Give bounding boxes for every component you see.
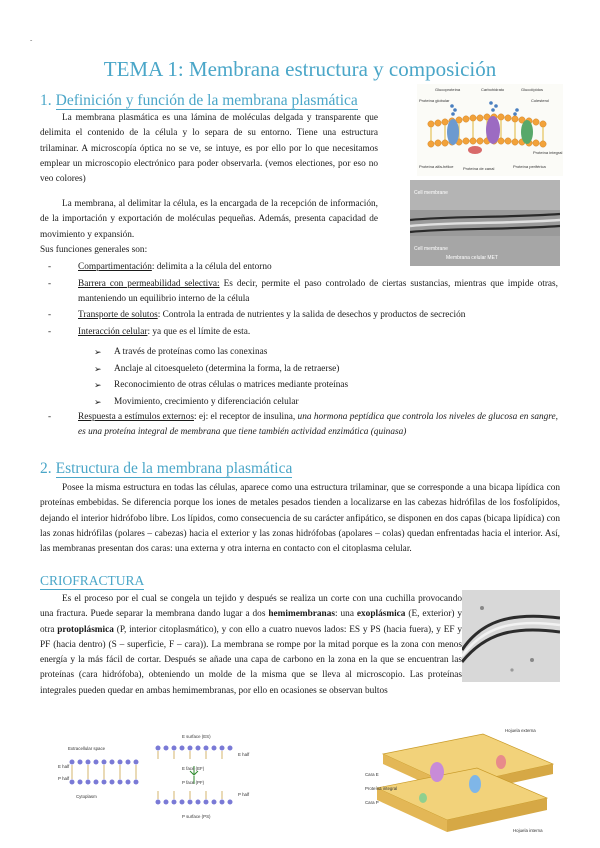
label-p-face: P face (PF) <box>182 780 205 785</box>
section-1-title: Definición y función de la membrana plasmática <box>55 92 358 109</box>
membrane-model-figure <box>417 84 563 176</box>
stimuli-italic: una hormona peptídica que controla los niveles de glucosa en sangre, es una proteína integral de membrana que tiene también actividad enzimática (quinasa) <box>78 412 558 437</box>
criofractura-heading: CRIOFRACTURA <box>40 573 145 588</box>
section-1-heading <box>40 92 358 110</box>
list-item: ➢ Reconocimiento de otras células o matrices mediante proteínas <box>94 380 349 390</box>
list-item: ➢ Movimiento, crecimiento y diferenciación celular <box>94 396 299 407</box>
label-proteina-integral: Proteína integral <box>533 150 563 155</box>
label-colesterol: Colesterol <box>531 98 550 103</box>
fracture-diagram-figure <box>58 726 288 836</box>
function-term: Barrera con permeabilidad selectiva: <box>78 278 220 289</box>
stimuli-term: Respuesta a estímulos externos <box>78 412 194 422</box>
label-membrana-met: Membrana celular MET <box>446 255 498 261</box>
sub-item-text: A través de proteínas como las conexinas <box>114 347 268 357</box>
label-proteina-periferica: Proteína periférica <box>513 164 546 169</box>
label-e-half-left: E half <box>58 764 70 769</box>
label-proteina-integral: Proteína integral <box>365 786 398 791</box>
list-item: ➢ Anclaje al citoesqueleto (determina la forma, la de retraerse) <box>94 363 340 374</box>
tem-micrograph-figure <box>410 180 560 266</box>
label-p-surface: P surface (PS) <box>182 814 211 819</box>
freeze-fracture-micrograph <box>462 590 560 682</box>
page-title: TEMA 1: Membrana estructura y composición <box>103 57 497 81</box>
list-item: ➢ A través de proteínas como las conexinas <box>94 347 268 357</box>
label-p-half-left: P half <box>58 776 70 781</box>
label-cell-membrane-top: Cell membrane <box>414 190 448 196</box>
label-p-half-right: P half <box>238 792 250 797</box>
crio-text-1: Es el proceso por el cual se congela un tejido y después se realiza un corte con una cuchilla provocando una fractura. Puede separar la membrana dando lugar a dos <box>40 594 462 620</box>
label-e-face: E face (EF) <box>182 766 205 771</box>
crio-text-2: : una <box>335 609 357 620</box>
sub-item-text: Reconocimiento de otras células o matrices mediante proteínas <box>114 380 349 390</box>
list-item: - Compartimentación: delimita a la célula del entorno <box>48 262 272 272</box>
header-mark: - <box>30 36 33 44</box>
section-1-paragraph-2: La membrana, al delimitar la célula, es la encargada de la recepción de información, de la importación y exportación de moléculas pequeñas. Además, presenta capacidad de movimiento y expansión. <box>40 199 378 240</box>
label-e-half-right: E half <box>238 752 250 757</box>
crio-bold-1: hemimembranas <box>268 609 335 620</box>
section-1-number: 1. <box>40 92 52 109</box>
sub-item-text: Movimiento, crecimiento y diferenciación celular <box>114 396 299 407</box>
functions-list <box>48 260 559 340</box>
label-extracellular: Extracellular space <box>68 746 106 751</box>
stimuli-item <box>48 410 558 440</box>
label-carbohidrato: Carbohidrato <box>481 87 505 92</box>
label-proteina-globular: Proteína globular <box>419 98 450 103</box>
label-cell-membrane-bottom: Cell membrane <box>414 246 448 252</box>
stimuli-text: : ej: el receptor de insulina, <box>193 412 298 422</box>
list-item: - Barrera con permeabilidad selectiva: Es decir, permite el paso controlado de ciertas sustancias, mientras que impide otras, manteniendo un equilibrio interno de la célula <box>48 278 559 304</box>
label-cara-p: Cara P <box>365 800 379 805</box>
list-item: - Respuesta a estímulos externos: ej: el receptor de insulina, una hormona peptídica que controla los niveles de glucosa en sangre, es una proteína integral de membrana que tiene también actividad enzimática (quinasa) <box>48 412 558 437</box>
membrane-3d-figure <box>363 724 563 842</box>
crio-bold-2: exoplásmica <box>356 609 406 620</box>
list-item: - Interacción celular: ya que es el límite de esta. <box>48 327 251 338</box>
function-term: Compartimentación <box>78 262 152 272</box>
function-text: : delimita a la célula del entorno <box>151 262 272 272</box>
function-text: : Controla la entrada de nutrientes y la salida de desechos y productos de secreción <box>157 310 466 321</box>
label-glucolipidos: Glucolípidos <box>521 87 544 92</box>
function-text: : ya que es el límite de esta. <box>147 327 251 338</box>
label-proteina-canal: Proteína de canal <box>463 166 495 171</box>
crio-text-4: (P, interior citoplasmático), y con ello a cuatro nuevos lados: ES y PS (hacia fuera), y EF y PF (hacia dentro) (S – superficie, F – cara)). La membrana se rompe por la mitad porque es la zona con menos energía y la más fácil de cortar. Después se añade una capa de carbono en la zona en la que se encuentran las proteínas (cara hidrófoba), obteniendo un molde de la misma que se lleva al microscopio. Las proteínas integrales pueden quedar en ambas hemimembranas, por ello en ocasiones se observan bultos <box>40 624 463 696</box>
sub-item-text: Anclaje al citoesqueleto (determina la forma, la de retraerse) <box>114 363 340 374</box>
section-2-heading <box>40 460 292 478</box>
list-item: - Transporte de solutos: Controla la entrada de nutrientes y la salida de desechos y productos de secreción <box>48 310 466 321</box>
label-hojuela-externa: Hojuela externa <box>505 728 536 733</box>
crio-text-3: (E, exterior) y otra <box>40 609 462 635</box>
function-term: Transporte de solutos <box>78 310 158 321</box>
label-cytoplasm: Cytoplasm <box>76 794 97 799</box>
label-hojuela-interna: Hojuela interna <box>513 828 543 833</box>
functions-intro: Sus funciones generales son: <box>40 245 148 255</box>
crio-bold-3: protoplásmica <box>57 624 114 635</box>
label-alfa-helice: Proteína alfa-hélice <box>419 164 454 169</box>
function-term: Interacción celular <box>78 327 148 338</box>
label-cara-e: Cara E <box>365 772 379 777</box>
interaction-sublist <box>94 345 554 409</box>
label-e-surface: E surface (ES) <box>182 734 211 739</box>
section-2-paragraph: Posee la misma estructura en todas las células, aparece como una estructura trilaminar, que se corresponde a una bicapa lipídica con proteínas embebidas. Se diferencia porque los iones de metales pesados tienden a localizarse en las cabezas hidrófilas de los fosfolípidos, dejando el interior hidrófobo libre. Los lípidos, como consecuencia de su carácter anfipático, se disponen en dos capas (bicapa lipídica) con las zonas hidrófilas (polares – cabezas) hacia el exterior y las zonas hidrófobas (apolares – colas) quedan enfrentadas hacia el interior. Así, las membranas presentan dos caras: una externa y otra interna en contacto con el citoplasma celular. <box>40 483 560 555</box>
label-glucoproteina: Glucoproteína <box>435 87 461 92</box>
function-text: Es decir, permite el paso controlado de ciertas sustancias, mientras que impide otras, manteniendo un equilibrio interno de la célula <box>78 278 559 304</box>
section-1-paragraph-1: La membrana plasmática es una lámina de moléculas delgada y transparente que delimita el contenido de la célula y lo separa de su entorno. Tiene una estructura trilaminar. A microscopía óptica no se ve, se intuye, es por ello por lo que necesitamos emplear un microscopio electrónico para poder observarla. (vemos electiones, por eso no veo colores) <box>40 113 378 185</box>
section-2-title: Estructura de la membrana plasmática <box>55 460 293 477</box>
section-2-number: 2. <box>40 460 52 477</box>
